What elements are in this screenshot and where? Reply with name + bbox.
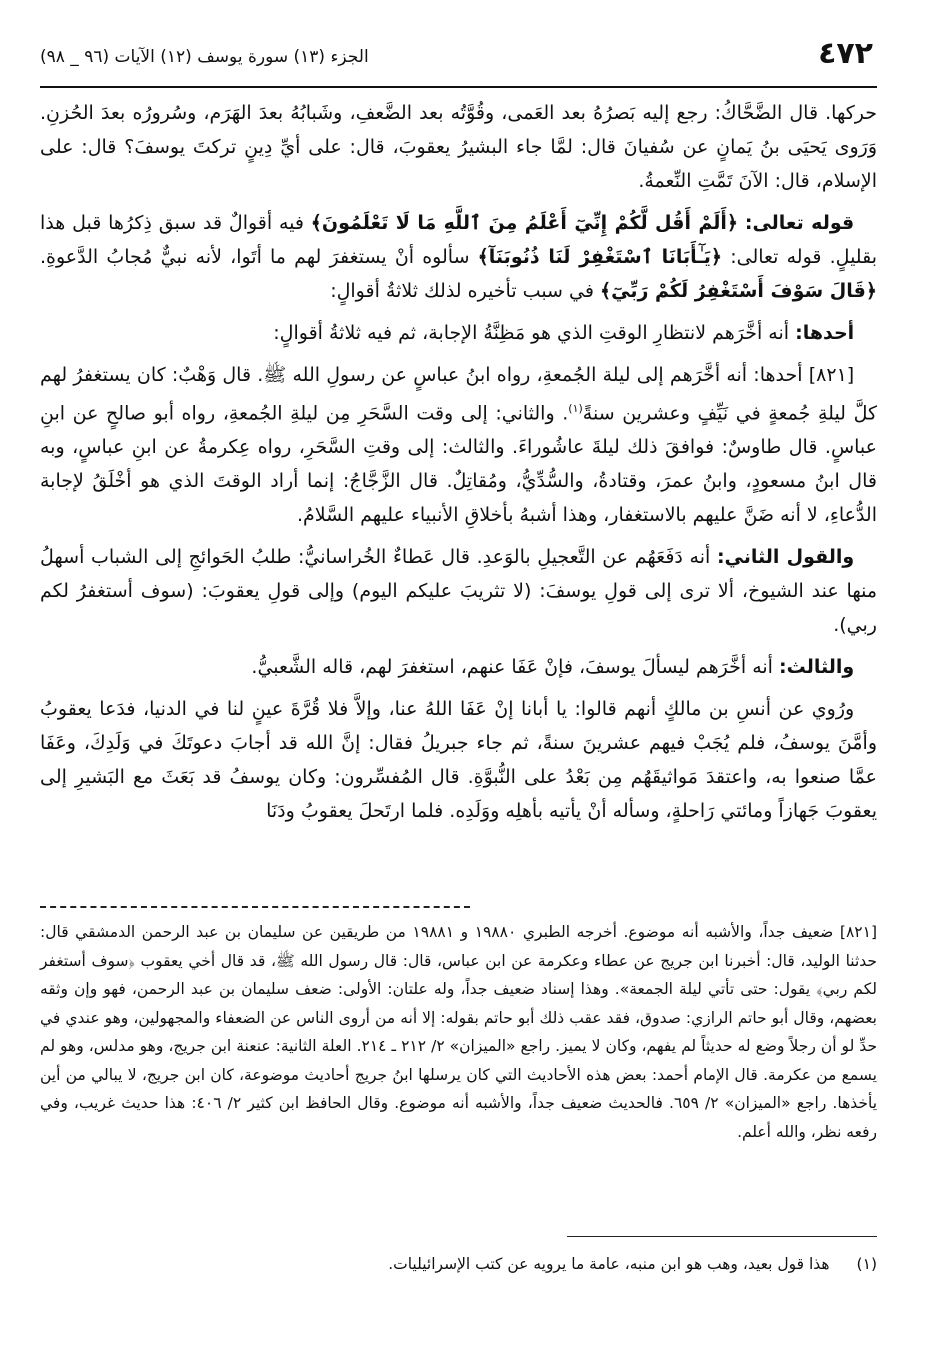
footnote-number: (١) <box>856 1255 877 1273</box>
paragraph-second-opinion <box>40 540 877 642</box>
verse-lead: قوله تعالى: <box>744 212 855 234</box>
quran-verse: ﴿يَـٰٓأَبَانَا ٱسْتَغْفِرْ لَنَا ذُنُوبَنَآ﴾ <box>477 246 723 268</box>
opinion-lead: والقول الثاني: <box>716 546 855 569</box>
paragraph-hadith-821 <box>40 358 877 532</box>
paragraph-text: أنه أخَّرَهم لانتظارِ الوقتِ الذي هو مَظِنَّةُ الإجابة، ثم فيه ثلاثةُ أقوالٍ: <box>273 322 790 344</box>
paragraph-text: أنه أخَّرَهم ليسألَ يوسفَ، فإنْ عَفَا عنهم، استغفرَ لهم، قاله الشَّعبيُّ. <box>251 656 773 679</box>
paragraph-verse-commentary <box>40 206 877 308</box>
footnote-text: [٨٢١] ضعيف جداً، والأشبه أنه موضوع. أخرجه الطبري ١٩٨٨٠ و ١٩٨٨١ من طريقين عن سليمان بن عبد الرحمن الدمشقي قال: حدثنا الوليد، قال: أخبرنا ابن جريج عن عطاء وعكرمة عن ابن عباس، قال: قال رسول الله ﷺ، قد قال أخي يعقوب ﴿سوف أستغفر لكم ربي﴾ يقول: حتى تأتي ليلة الجمعة». وهذا إسناد ضعيف جداً، وله علتان: الأولى: ضعف سليمان بن عبد الرحمن، فهو وإن وثقه بعضهم، وقال أبو حاتم الرازي: صدوق، فقد عقب ذلك أبو حاتم بقوله: إلا أنه من أروى الناس عن الضعفاء والمجهولين، وهو عندي في حدِّ لو أن رجلاً وضع له حديثاً لم يفهم، وكان لا يميز. راجع «الميزان» ٢/ ٢١٢ ـ ٢١٤. العلة الثانية: عنعنة ابن جريج، وهو مدلس، وهو لم يسمع من عكرمة. قال الإمام أحمد: بعض هذه الأحاديث التي كان يرسلها ابنُ جريج أحاديث موضوعة، كان ابن جريج، لا يبالي من أين يأخذها. راجع «الميزان» ٢/ ٦٥٩. فالحديث ضعيف جداً، والأشبه أنه موضوع. وقال الحافظ ابن كثير ٢/ ٤٠٦: هذا حديث غريب، وفي رفعه نظر، والله أعلم. <box>40 923 878 1141</box>
footnote-separator-solid <box>567 1236 877 1237</box>
paragraph-text: . والثاني: إلى وقت السَّحَرِ مِن ليلةِ الجُمعةِ، رواه أبو صالحٍ عن ابنِ عباسٍ. قال طاوسٌ: فوافقَ ذلك ليلةَ عاشُوراءَ. والثالث: إلى وقتِ السَّحَرِ، رواه عِكرمةُ عن ابنِ عباسٍ، وبه قال ابنُ مسعودٍ، وابنُ عمرَ، وقتادةُ، والسُّدِّيُّ، ومُقاتِلٌ. قال الزَّجَّاجُ: إنما أراد الوقتَ الذي هو أخْلَقُ لإجابة الدُّعاءِ، لا أنه ضَنَّ عليهم بالاستغفار، وهذا أشبهُ بأخلاقِ الأنبياء عليهم السَّلامُ. <box>40 402 877 527</box>
paragraph-anas-narration <box>40 692 877 828</box>
main-text <box>40 96 877 836</box>
quran-verse: ﴿قَالَ سَوْفَ أَسْتَغْفِرُ لَكُمْ رَبِّيٓ﴾ <box>599 280 877 302</box>
footnote-takhrij <box>40 918 877 1146</box>
footnote-separator-dashed <box>40 906 470 908</box>
paragraph-third-opinion <box>40 650 877 684</box>
footnote-text: هذا قول بعيد، وهب هو ابن منبه، عامة ما يرويه عن كتب الإسرائيليات. <box>388 1255 830 1273</box>
opinion-lead: أحدها: <box>795 322 855 344</box>
paragraph-text: [٨٢١] أحدها: أنه أخَّرَهم إلى ليلة الجُمعةِ، رواه ابنُ عباسٍ عن رسولِ الله ﷺ. قال وَهْبٌ: كان يستغفرُ لهم كلَّ ليلةِ جُمعةٍ في نَيِّفٍ وعشرين سنةً <box>40 364 878 425</box>
footnote-1 <box>40 1250 877 1278</box>
paragraph-text: حركها. قال الضَّحَّاكُ: رجع إليه بَصرُهُ بعد العَمى، وقُوَّتُه بعد الضَّعفِ، وشَبابُهُ بعدَ الهَرَم، وسُرورُه بعدَ الحُزنِ. وَرَوى يَحيَى بنُ يَمانٍ عن سُفيانَ قال: لمَّا جاء البشيرُ يعقوبَ، قال: على أيِّ دِينٍ تركتَ يوسفَ؟ قال: على الإسلام، قال: الآنَ تَمَّتِ النِّعمةُ. <box>40 102 877 192</box>
page-header <box>40 34 877 82</box>
running-title: الجزء (١٣) سورة يوسف (١٢) الآيات (٩٦ _ ٩٨) <box>40 47 369 67</box>
paragraph-text: سألوه أنْ يستغفرَ لهم ما أتَوا، لأنه نبيٌّ مُجابُ الدَّعوةِ. <box>40 246 470 268</box>
paragraph-text: في سبب تأخيره لذلك ثلاثةُ أقوالٍ: <box>330 280 594 302</box>
paragraph-dahhak <box>40 96 877 198</box>
opinion-lead: والثالث: <box>779 656 855 679</box>
page-number: ٤٧٢ <box>818 36 873 71</box>
paragraph-text: ورُوي عن أنسِ بن مالكٍ أنهم قالوا: يا أبانا إنْ عَفَا اللهُ عنا، وإلاَّ فلا قُرَّةَ عينٍ لنا في الدنيا، فدَعا يعقوبُ وأمَّنَ يوسفُ، فلم يُجَبْ فيهم عشرينَ سنةً، ثم جاء جبريلُ فقال: إنَّ الله قد أجابَ دعوتَكَ في وَلَدِكَ، وعَفَا عمَّا صنعوا به، واعتقدَ مَواثيقَهُم مِن بَعْدُ على النُّبوَّةِ. قال المُفسِّرون: وكان يوسفُ قد بَعَثَ مع البَشيرِ إلى يعقوبَ جَهازاً ومائتي رَاحلةٍ، وسأله أنْ يأتيه بأهلِه ووَلَدِه. فلما ارتَحلَ يعقوبُ ودَنَا <box>40 698 877 823</box>
paragraph-first-opinion <box>40 316 877 350</box>
quran-verse: ﴿أَلَمْ أَقُل لَّكُمْ إِنِّيٓ أَعْلَمُ مِنَ ٱللَّهِ مَا لَا تَعْلَمُونَ﴾ <box>310 212 739 234</box>
header-rule <box>40 86 877 88</box>
paragraph-text: أنه دَفَعَهُم عن التَّعجيلِ بالوَعدِ. قال عَطاءٌ الخُراسانيُّ: طلبُ الحَوائجِ إلى الشباب أسهلُ منها عند الشيوخ، ألا ترى إلى قولِ يوسفَ: (لا تثريبَ عليكم اليوم) وإلى قولِ يعقوبَ: (سوف أستغفرُ لكم ربي). <box>40 546 877 637</box>
footnote-reference[interactable]: (١) <box>568 402 583 415</box>
paragraph-text: فيه أقوالٌ قد سبق ذِكرُها قبل هذا بقليلٍ. قوله تعالى: <box>40 212 877 268</box>
